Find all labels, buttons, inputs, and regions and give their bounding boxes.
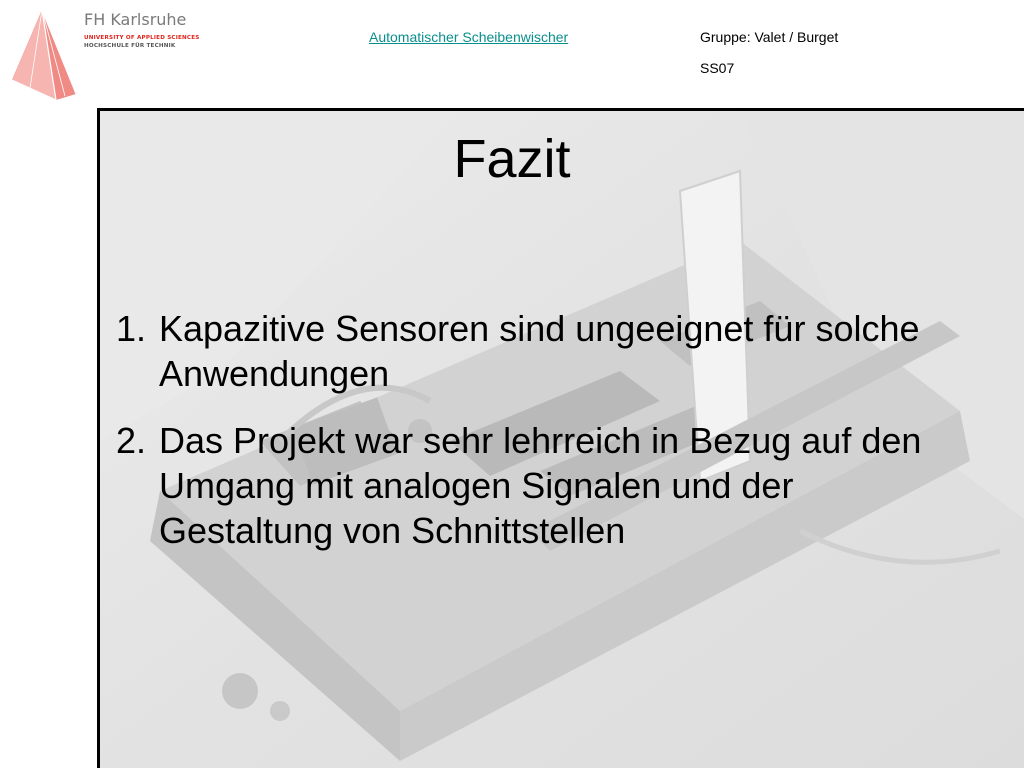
group-label: Gruppe: Valet / Burget [700,29,839,45]
list-item-text: Das Projekt war sehr lehrreich in Bezug auf den Umgang mit analogen Signalen und der Gestaltung von Schnittstellen [159,420,922,551]
logo-name: FH Karlsruhe [84,10,187,29]
list-item-number: 1. [116,308,147,349]
red-triangle-logo-icon [10,8,80,106]
list-item-text: Kapazitive Sensoren sind ungeeignet für solche Anwendungen [159,308,920,394]
logo-subtitle-line1: UNIVERSITY OF APPLIED SCIENCES [84,35,200,41]
semester-label: SS07 [700,60,735,76]
project-title-link[interactable]: Automatischer Scheibenwischer [369,29,569,45]
list-item [116,306,976,396]
conclusion-list [116,306,976,575]
slide-title: Fazit [453,129,571,189]
logo-subtitle-line2: HOCHSCHULE FÜR TECHNIK [84,43,176,49]
fh-karlsruhe-logo [10,8,225,106]
list-item [116,418,976,553]
list-item-number: 2. [116,420,147,461]
